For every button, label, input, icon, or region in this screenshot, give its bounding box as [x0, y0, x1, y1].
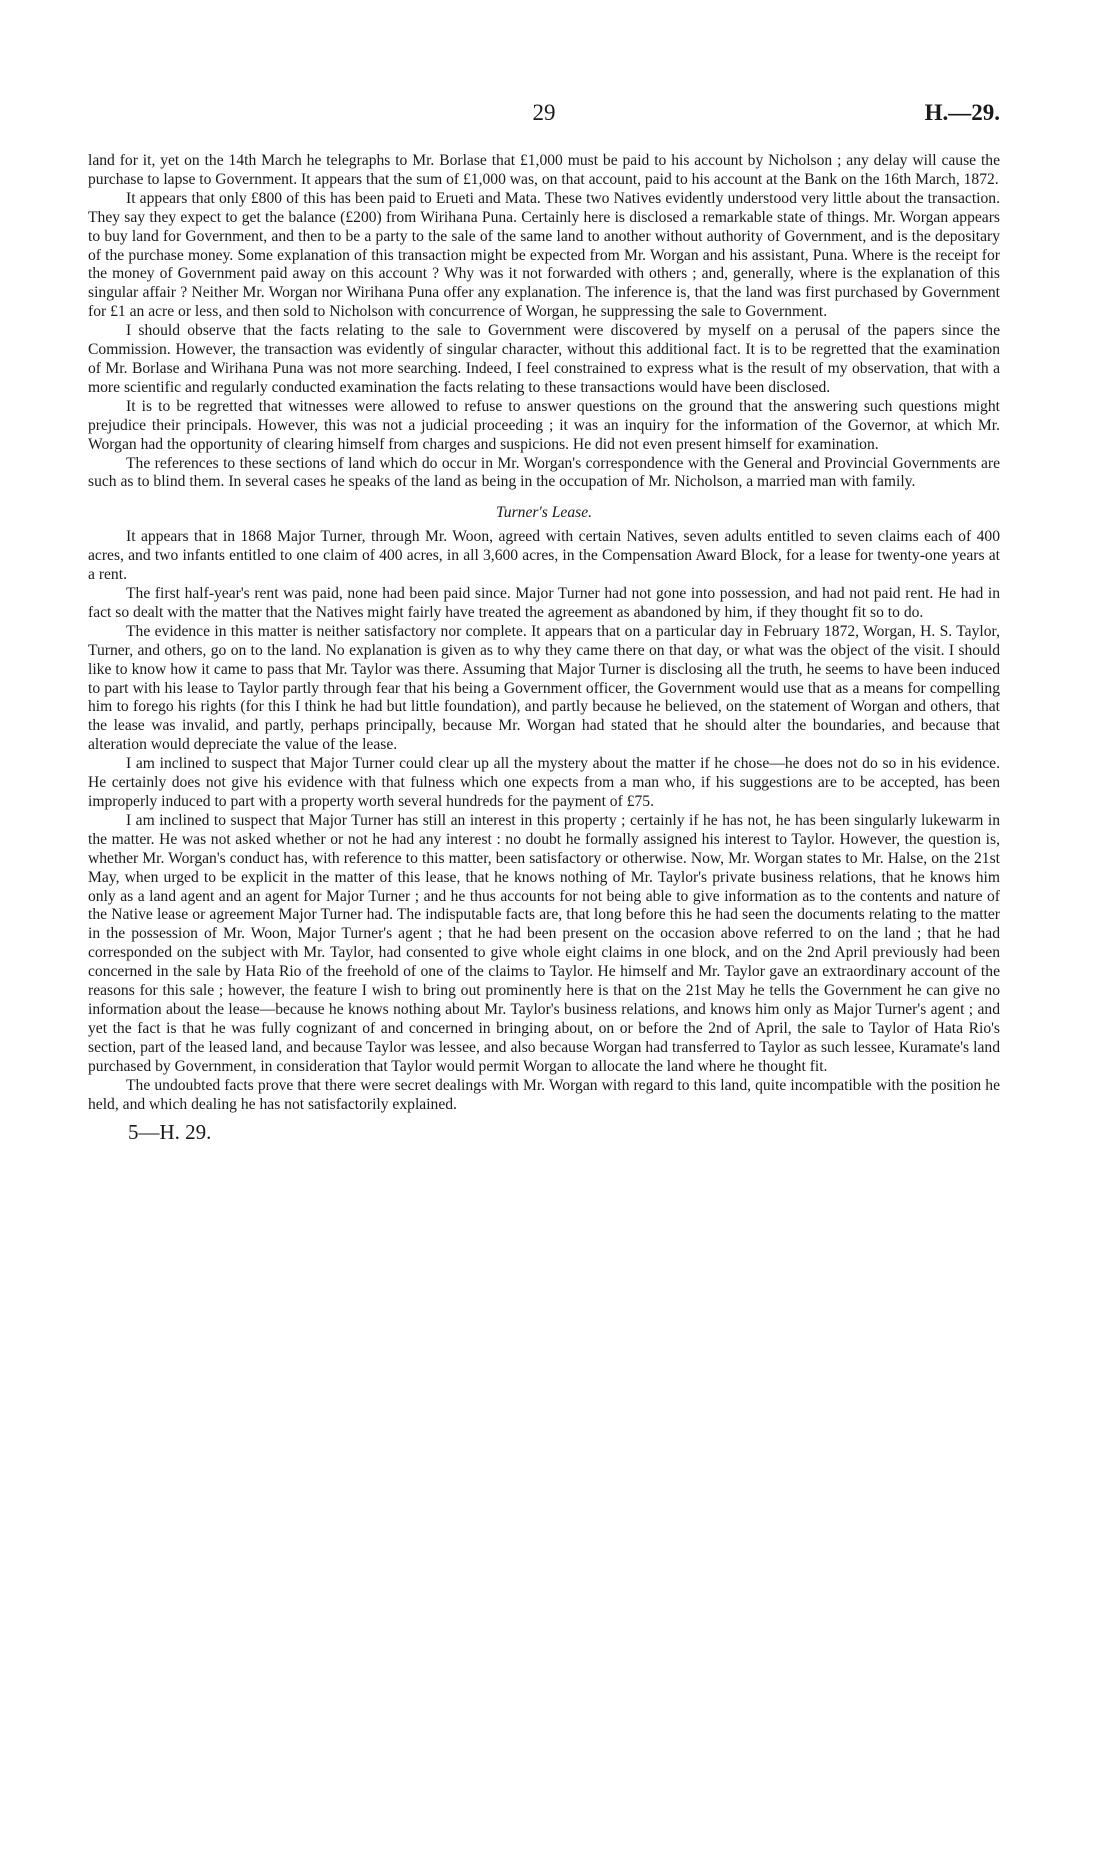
paragraph: I am inclined to suspect that Major Turner has still an interest in this property ; certainly if he has not, he has been singularly lukewarm in the matter. He was not asked whether or not he had any interest : no doubt he formally assigned his interest to Taylor. However, the question is, whether Mr. Worgan's conduct has, with reference to this matter, been satisfactory or otherwise. Now, Mr. Worgan states to Mr. Halse, on the 21st May, when urged to be explicit in the matter of this lease, that he knows nothing of Mr. Taylor's private business relations, that he knows him only as a land agent and an agent for Major Turner ; and he thus accounts for not being able to give information as to the contents and nature of the Native lease or agreement Major Turner had. The indisputable facts are, that long before this he had seen the documents relating to the matter in the possession of Mr. Woon, Major Turner's agent ; that he had been present on the occasion above referred to on the land ; that he had corresponded on the subject with Mr. Taylor, had consented to give whole eight claims in one block, and on the 2nd April previously had been concerned in the sale by Hata Rio of the freehold of one of the claims to Taylor. He himself and Mr. Taylor gave an extraordinary account of the reasons for this sale ; however, the feature I wish to bring out prominently here is that on the 21st May he tells the Government he can give no information about the lease—because he knows nothing about Mr. Taylor's business relations, and knows him only as Major Turner's agent ; and yet the fact is that he was fully cognizant of and concerned in bringing about, on or before the 2nd of April, the sale to Taylor of Hata Rio's section, part of the leased land, and because Taylor was lessee, and also because Worgan had transferred to Taylor as such lessee, Kuramate's land purchased by Government, in consideration that Taylor would permit Worgan to allocate the land where he thought fit.: [88, 811, 1000, 1075]
paragraph: land for it, yet on the 14th March he telegraphs to Mr. Borlase that £1,000 must be paid to his account by Nicholson ; any delay will cause the purchase to lapse to Government. It appears that the sum of £1,000 was, on that account, paid to his account at the Bank on the 16th March, 1872.: [88, 152, 1000, 188]
paragraph: The first half-year's rent was paid, none had been paid since. Major Turner had not gone into possession, and had not paid rent. He had in fact so dealt with the matter that the Natives might fairly have treated the agreement as abandoned by him, if they thought fit so to do.: [88, 585, 1000, 621]
page-header: [88, 100, 1000, 134]
document-reference: H.—29.: [924, 100, 1000, 125]
signature-reference: 5—H. 29.: [128, 1120, 212, 1145]
paragraph: It appears that in 1868 Major Turner, through Mr. Woon, agreed with certain Natives, seven adults entitled to seven claims each of 400 acres, and two infants entitled to one claim of 400 acres, in all 3,600 acres, in the Compensation Award Block, for a lease for twenty-one years at a rent.: [88, 528, 1000, 584]
paragraph: It is to be regretted that witnesses were allowed to refuse to answer questions on the ground that the answering such questions might prejudice their principals. However, this was not a judicial proceeding ; it was an inquiry for the information of the Governor, at which Mr. Worgan had the opportunity of clearing himself from charges and suspicions. He did not even present himself for examination.: [88, 397, 1000, 453]
paragraph: The evidence in this matter is neither satisfactory nor complete. It appears that on a particular day in February 1872, Worgan, H. S. Taylor, Turner, and others, go on to the land. No explanation is given as to why they came there on that day, or what was the object of the visit. I should like to know how it came to pass that Mr. Taylor was there. Assuming that Major Turner is disclosing all the truth, he seems to have been induced to part with his lease to Taylor partly through fear that his being a Government officer, the Government would use that as a means for compelling him to forego his rights (for this I think he had but little foundation), and partly because he believed, on the statement of Worgan and others, that the lease was invalid, and partly, perhaps principally, because Mr. Worgan had stated that he should alter the boundaries, and because that alteration would depreciate the value of the lease.: [88, 622, 1000, 754]
paragraph: I am inclined to suspect that Major Turner could clear up all the mystery about the matter if he chose—he does not do so in his evidence. He certainly does not give his evidence with that fulness which one expects from a man who, if his suggestions are to be accepted, has been improperly induced to part with a property worth several hundreds for the payment of £75.: [88, 755, 1000, 810]
paragraph: The undoubted facts prove that there were secret dealings with Mr. Worgan with regard to this land, quite incompatible with the position he held, and which dealing he has not satisfactorily explained.: [88, 1076, 1000, 1113]
page-number: 29: [532, 100, 556, 125]
section-heading: Turner's Lease.: [495, 504, 593, 522]
document-page: [88, 100, 1000, 1820]
paragraph: It appears that only £800 of this has been paid to Erueti and Mata. These two Natives evidently understood very little about the transaction. They say they expect to get the balance (£200) from Wirihana Puna. Certainly here is disclosed a remarkable state of things. Mr. Worgan appears to buy land for Government, and then to be a party to the sale of the same land to another without authority of Government, and is the depositary of the purchase money. Some explanation of this transaction might be expected from Mr. Worgan and his assistant, Puna. Where is the receipt for the money of Government paid away on this account ? Why was it not forwarded with others ; and, generally, where is the explanation of this singular affair ? Neither Mr. Worgan nor Wirihana Puna offer any explanation. The inference is, that the land was first purchased by Government for £1 an acre or less, and then sold to Nicholson with concurrence of Worgan, he suppressing the sale to Government.: [88, 189, 1000, 321]
paragraph: The references to these sections of land which do occur in Mr. Worgan's correspondence with the General and Provincial Governments are such as to blind them. In several cases he speaks of the land as being in the occupation of Mr. Nicholson, a married man with family.: [88, 454, 1000, 491]
paragraph: I should observe that the facts relating to the sale to Government were discovered by myself on a perusal of the papers since the Commission. However, the transaction was evidently of singular character, without this additional fact. It is to be regretted that the examination of Mr. Borlase and Wirihana Puna was not more searching. Indeed, I feel constrained to express what is the result of my observation, that with a more scientific and regularly conducted examination the facts relating to these transactions would have been disclosed.: [88, 322, 1000, 396]
body-text: [88, 152, 1000, 1114]
